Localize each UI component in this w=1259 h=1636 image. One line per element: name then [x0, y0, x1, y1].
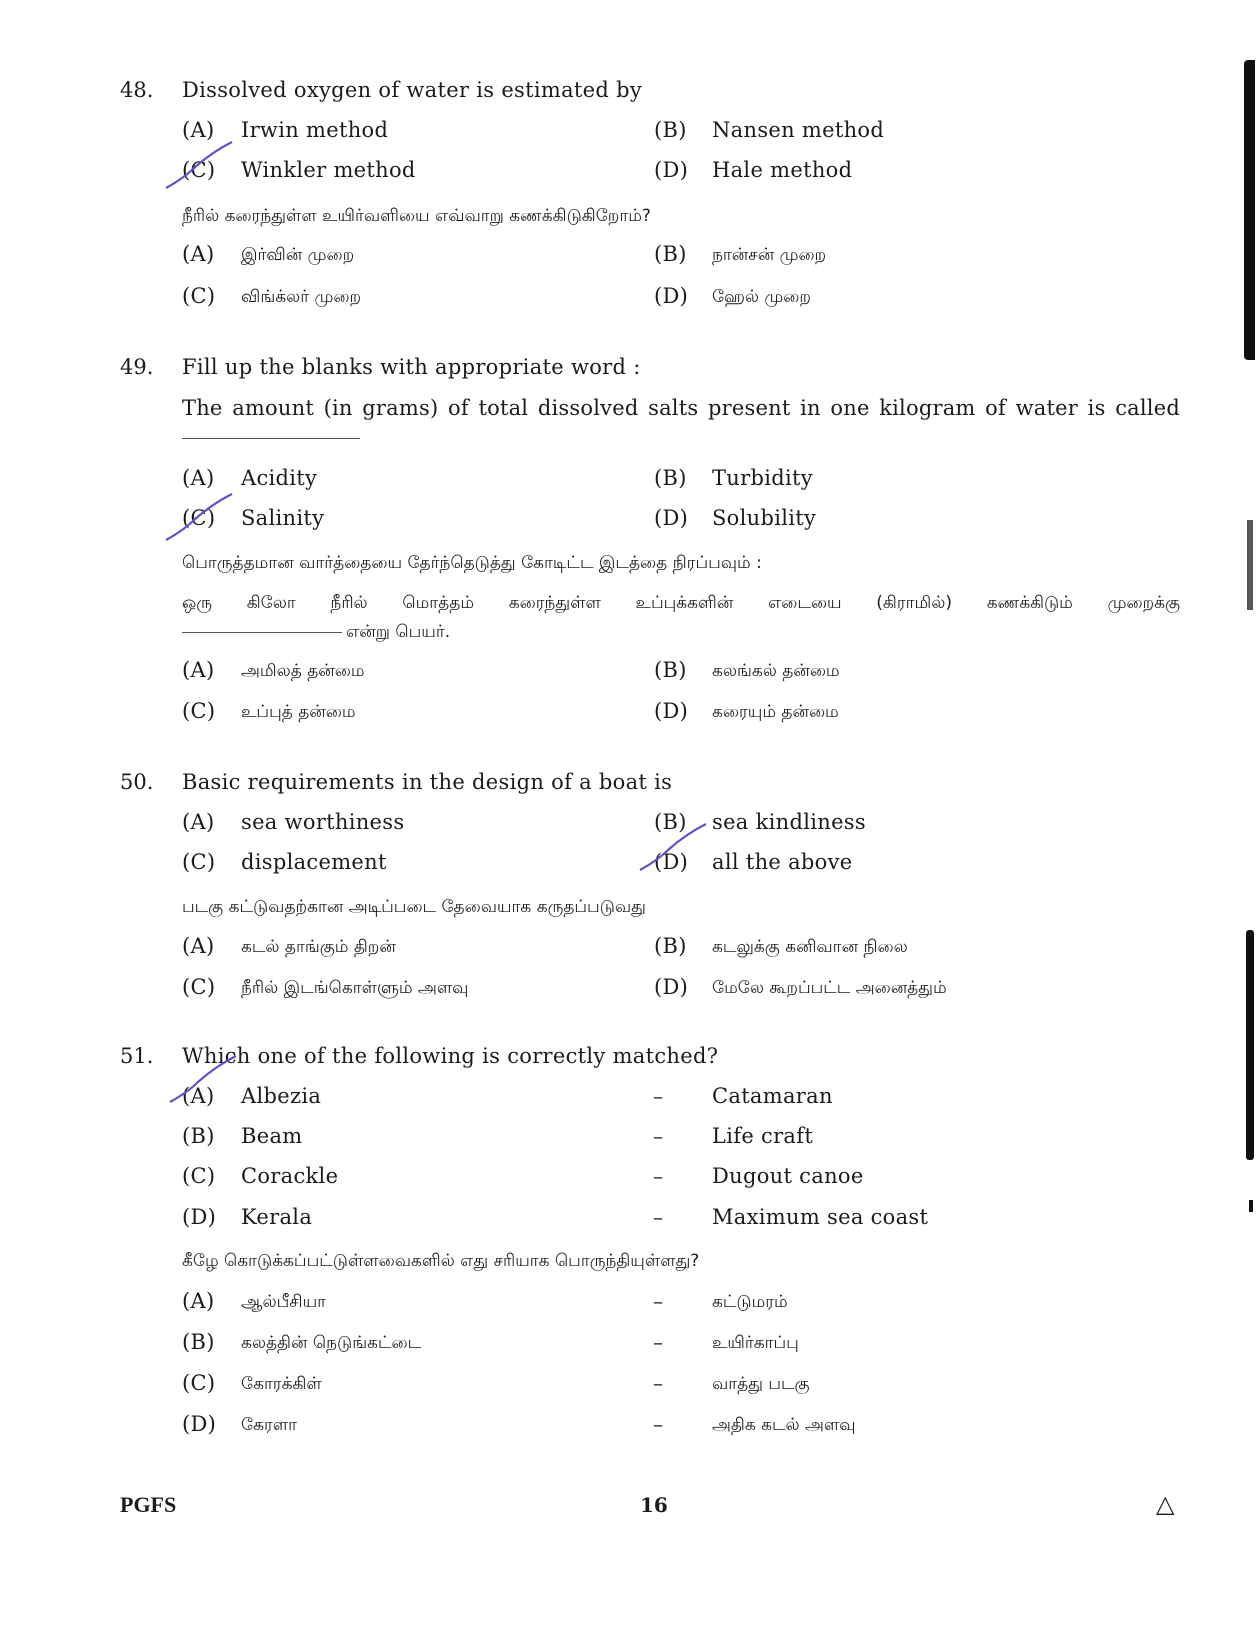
question-number: 51. — [120, 1044, 154, 1068]
question-stem-en-2: The amount (in grams) of total dissolved salts present in one kilogram of water is called — [182, 396, 1180, 420]
option-text: displacement — [241, 850, 387, 874]
option-label: (A) — [182, 658, 215, 682]
pair-dash: – — [653, 1164, 663, 1188]
pair-dash: – — [653, 1330, 663, 1354]
option-text: இர்வின் முறை — [241, 245, 355, 265]
pair-label: (B) — [182, 1124, 215, 1148]
pair-right: Dugout canoe — [712, 1164, 864, 1188]
pair-dash: – — [653, 1205, 663, 1229]
page-number: 16 — [640, 1493, 668, 1517]
pair-right: Maximum sea coast — [712, 1205, 929, 1229]
option-label: (A) — [182, 242, 215, 266]
option-label: (D) — [654, 506, 689, 530]
option-text: Irwin method — [241, 118, 389, 142]
option-label: (A) — [182, 934, 215, 958]
pair-left: Beam — [241, 1124, 303, 1148]
option-text: அமிலத் தன்மை — [241, 661, 365, 681]
pair-label: (D) — [182, 1205, 217, 1229]
question-stem-en: Which one of the following is correctly matched? — [182, 1044, 719, 1068]
option-label: (B) — [654, 466, 687, 490]
option-text: கலங்கல் தன்மை — [712, 661, 840, 681]
question-stem-en: Basic requirements in the design of a boat is — [182, 770, 673, 794]
question-number: 48. — [120, 78, 154, 102]
option-label: (A) — [182, 118, 215, 142]
option-label: (B) — [654, 242, 687, 266]
option-text: all the above — [712, 850, 853, 874]
question-stem-ta-3: என்று பெயர். — [346, 622, 451, 642]
pair-left: கலத்தின் நெடுங்கட்டை — [241, 1333, 422, 1353]
question-stem-ta: பொருத்தமான வார்த்தையை தேர்ந்தெடுத்து கோடிட்ட இடத்தை நிரப்பவும் : — [182, 553, 762, 573]
scan-edge-mark — [1249, 1200, 1253, 1212]
option-label: (C) — [182, 699, 216, 723]
pair-label: (C) — [182, 1164, 216, 1188]
fill-blank-line — [182, 632, 342, 633]
option-text: Winkler method — [241, 158, 416, 182]
triangle-icon: △ — [1156, 1490, 1175, 1518]
option-text: ஹேல் முறை — [712, 287, 811, 307]
pair-label: (B) — [182, 1330, 215, 1354]
option-text: sea kindliness — [712, 810, 866, 834]
paper-code: PGFS — [120, 1492, 177, 1517]
pair-right: Catamaran — [712, 1084, 833, 1108]
scan-edge-mark — [1244, 60, 1255, 360]
option-label: (B) — [654, 658, 687, 682]
question-number: 49. — [120, 355, 154, 379]
option-text: sea worthiness — [241, 810, 405, 834]
option-text: விங்க்லர் முறை — [241, 287, 362, 307]
pair-left: Corackle — [241, 1164, 339, 1188]
option-label: (C) — [182, 158, 216, 182]
option-text: Salinity — [241, 506, 325, 530]
pair-right: கட்டுமரம் — [712, 1292, 788, 1312]
pair-left: கோரக்கிள் — [241, 1374, 322, 1394]
question-stem-en: Dissolved oxygen of water is estimated by — [182, 78, 643, 102]
option-text: Nansen method — [712, 118, 885, 142]
pair-right: Life craft — [712, 1124, 814, 1148]
option-text: கடல் தாங்கும் திறன் — [241, 937, 396, 957]
pair-right: அதிக கடல் அளவு — [712, 1415, 856, 1435]
scan-edge-mark — [1247, 520, 1253, 610]
option-label: (C) — [182, 975, 216, 999]
option-text: கடலுக்கு கனிவான நிலை — [712, 937, 908, 957]
option-label: (D) — [654, 699, 689, 723]
pair-left: ஆல்பீசியா — [241, 1292, 327, 1312]
option-text: Turbidity — [712, 466, 813, 490]
question-stem-en: Fill up the blanks with appropriate word : — [182, 355, 641, 379]
option-label: (C) — [182, 506, 216, 530]
tick-mark-icon — [160, 490, 240, 546]
option-label: (C) — [182, 850, 216, 874]
tick-mark-icon — [634, 820, 714, 876]
question-stem-ta: படகு கட்டுவதற்கான அடிப்படை தேவையாக கருதப்படுவது — [182, 897, 646, 917]
pair-left: Kerala — [241, 1205, 313, 1229]
option-text: மேலே கூறப்பட்ட அனைத்தும் — [712, 978, 947, 998]
pair-label: (C) — [182, 1371, 216, 1395]
option-label: (D) — [654, 284, 689, 308]
option-text: கரையும் தன்மை — [712, 702, 839, 722]
tick-mark-icon — [160, 138, 240, 194]
question-number: 50. — [120, 770, 154, 794]
option-text: Hale method — [712, 158, 853, 182]
option-text: Acidity — [241, 466, 318, 490]
question-stem-ta: நீரில் கரைந்துள்ள உயிர்வளியை எவ்வாறு கணக்கிடுகிறோம்? — [182, 206, 651, 226]
pair-right: வாத்து படகு — [712, 1374, 810, 1394]
option-label: (B) — [654, 118, 687, 142]
scan-edge-mark — [1246, 930, 1254, 1160]
option-label: (A) — [182, 810, 215, 834]
pair-label: (A) — [182, 1289, 215, 1313]
pair-left: Albezia — [241, 1084, 322, 1108]
pair-dash: – — [653, 1084, 663, 1108]
option-label: (B) — [654, 810, 687, 834]
option-label: (B) — [654, 934, 687, 958]
pair-left: கேரளா — [241, 1415, 297, 1435]
option-text: உப்புத் தன்மை — [241, 702, 356, 722]
pair-label: (A) — [182, 1084, 215, 1108]
question-stem-ta-2: ஒரு கிலோ நீரில் மொத்தம் கரைந்துள்ள உப்புக்களின் எடையை (கிராமில்) கணக்கிடும் முறைக்கு — [182, 593, 1180, 613]
option-label: (D) — [654, 158, 689, 182]
option-label: (D) — [654, 850, 689, 874]
option-label: (D) — [654, 975, 689, 999]
question-stem-ta: கீழே கொடுக்கப்பட்டுள்ளவைகளில் எது சரியாக பொருந்தியுள்ளது? — [182, 1251, 700, 1271]
pair-dash: – — [653, 1371, 663, 1395]
option-label: (C) — [182, 284, 216, 308]
pair-dash: – — [653, 1412, 663, 1436]
pair-right: உயிர்காப்பு — [712, 1333, 799, 1353]
option-text: நீரில் இடங்கொள்ளும் அளவு — [241, 978, 469, 998]
fill-blank-line — [182, 438, 360, 439]
tick-mark-icon — [164, 1052, 244, 1108]
pair-dash: – — [653, 1289, 663, 1313]
option-text: நான்சன் முறை — [712, 245, 827, 265]
pair-label: (D) — [182, 1412, 217, 1436]
option-text: Solubility — [712, 506, 817, 530]
option-label: (A) — [182, 466, 215, 490]
pair-dash: – — [653, 1124, 663, 1148]
